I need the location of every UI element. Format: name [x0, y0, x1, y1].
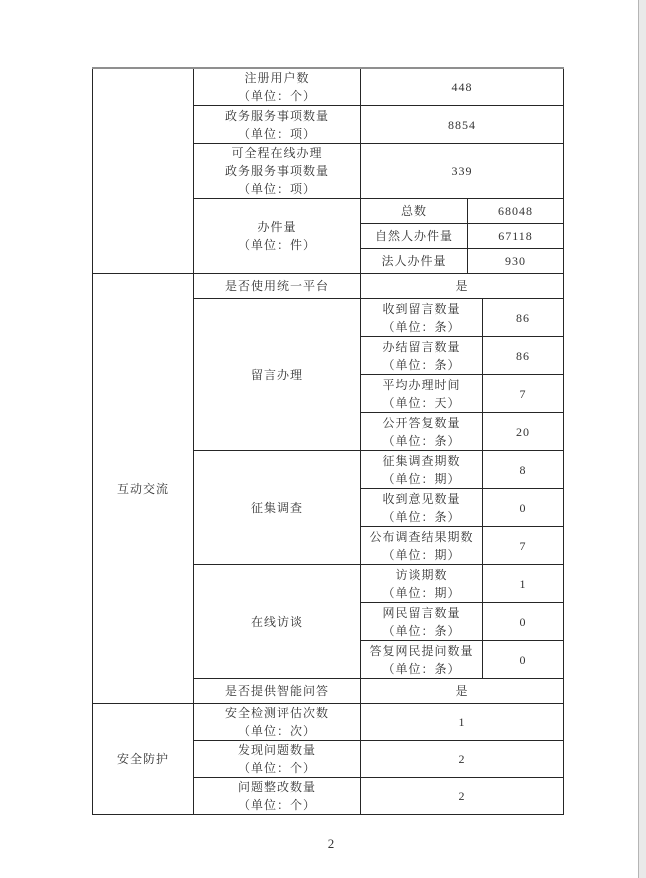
online-service-items-value: 339: [361, 144, 564, 199]
messages-received-label-cell: [361, 299, 483, 337]
survey-periods-unit: （单位：期）: [382, 471, 461, 486]
problems-fixed-label: 问题整改数量: [237, 780, 316, 794]
online-service-items-label-cell: [194, 144, 361, 199]
questions-answered-label-cell: [361, 641, 483, 679]
problems-fixed-unit: （单位：个）: [237, 798, 316, 812]
registered-users-value: 448: [361, 68, 564, 106]
messages-received-value: 86: [483, 299, 564, 337]
public-replies-value: 20: [483, 413, 564, 451]
avg-handle-time-label-cell: [361, 375, 483, 413]
messages-completed-label-cell: [361, 337, 483, 375]
online-service-items-label-line1: 可全程在线办理: [231, 146, 323, 160]
registered-users-unit: （单位：个）: [237, 89, 316, 103]
service-items-unit: （单位：项）: [237, 126, 316, 141]
messages-completed-unit: （单位：条）: [382, 357, 461, 372]
page-number: 2: [327, 836, 335, 851]
netizen-messages-label-cell: [361, 603, 483, 641]
avg-handle-time-label: 平均办理时间: [382, 377, 461, 392]
service-items-value: 8854: [361, 106, 564, 144]
messages-completed-label: 办结留言数量: [382, 339, 461, 354]
netizen-messages-value: 0: [483, 603, 564, 641]
public-replies-label: 公开答复数量: [382, 415, 461, 430]
unified-platform-value: 是: [361, 274, 564, 299]
case-volume-natural-label: 自然人办件量: [361, 224, 468, 249]
questions-answered-value: 0: [483, 641, 564, 679]
service-items-label-cell: [194, 106, 361, 144]
survey-results-unit: （单位：期）: [382, 547, 461, 562]
registered-users-label: 注册用户数: [244, 71, 310, 85]
problems-found-unit: （单位：个）: [237, 761, 316, 775]
interview-periods-value: 1: [483, 565, 564, 603]
survey-group-label: 征集调查: [194, 451, 361, 565]
statistics-table: [92, 67, 564, 815]
survey-results-label: 公布调查结果期数: [369, 529, 474, 544]
opinions-received-label-cell: [361, 489, 483, 527]
public-replies-label-cell: [361, 413, 483, 451]
survey-results-value: 7: [483, 527, 564, 565]
questions-answered-label: 答复网民提问数量: [369, 643, 474, 658]
online-service-items-label-line2: 政务服务事项数量: [224, 164, 329, 178]
survey-results-label-cell: [361, 527, 483, 565]
avg-handle-time-value: 7: [483, 375, 564, 413]
public-replies-unit: （单位：条）: [382, 433, 461, 448]
messages-completed-value: 86: [483, 337, 564, 375]
message-handling-group-label: 留言办理: [194, 299, 361, 451]
case-volume-label: 办件量: [257, 220, 297, 234]
interview-group-label: 在线访谈: [194, 565, 361, 679]
questions-answered-unit: （单位：条）: [382, 661, 461, 676]
netizen-messages-label: 网民留言数量: [382, 605, 461, 620]
case-volume-legal-label: 法人办件量: [361, 249, 468, 274]
category-cell-interaction: 互动交流: [93, 274, 194, 704]
interview-periods-unit: （单位：期）: [382, 585, 461, 600]
smart-qa-label: 是否提供智能问答: [194, 679, 361, 704]
case-volume-label-cell: [194, 199, 361, 274]
case-volume-legal-value: 930: [468, 249, 564, 274]
opinions-received-value: 0: [483, 489, 564, 527]
interview-periods-label: 访谈期数: [395, 567, 448, 582]
smart-qa-value: 是: [361, 679, 564, 704]
case-volume-total-label: 总数: [361, 199, 468, 224]
security-checks-unit: （单位：次）: [237, 724, 316, 738]
problems-found-label: 发现问题数量: [237, 743, 316, 757]
problems-found-label-cell: [194, 741, 361, 778]
problems-fixed-value: 2: [361, 778, 564, 815]
case-volume-total-value: 68048: [468, 199, 564, 224]
opinions-received-unit: （单位：条）: [382, 509, 461, 524]
unified-platform-label: 是否使用统一平台: [194, 274, 361, 299]
registered-users-label-cell: [194, 68, 361, 106]
case-volume-natural-value: 67118: [468, 224, 564, 249]
survey-periods-label: 征集调查期数: [382, 453, 461, 468]
survey-periods-label-cell: [361, 451, 483, 489]
problems-found-value: 2: [361, 741, 564, 778]
security-checks-label: 安全检测评估次数: [224, 706, 329, 720]
avg-handle-time-unit: （单位：天）: [382, 395, 461, 410]
messages-received-unit: （单位：条）: [382, 319, 461, 334]
case-volume-unit: （单位：件）: [237, 238, 316, 252]
service-items-label: 政务服务事项数量: [224, 108, 329, 123]
messages-received-label: 收到留言数量: [382, 301, 461, 316]
security-checks-label-cell: [194, 704, 361, 741]
survey-periods-value: 8: [483, 451, 564, 489]
security-checks-value: 1: [361, 704, 564, 741]
netizen-messages-unit: （单位：条）: [382, 623, 461, 638]
category-cell-security: 安全防护: [93, 704, 194, 815]
category-cell-blank: [93, 68, 194, 274]
problems-fixed-label-cell: [194, 778, 361, 815]
page-edge-shadow: [638, 0, 646, 878]
opinions-received-label: 收到意见数量: [382, 491, 461, 506]
online-service-items-unit: （单位：项）: [237, 182, 316, 196]
interview-periods-label-cell: [361, 565, 483, 603]
